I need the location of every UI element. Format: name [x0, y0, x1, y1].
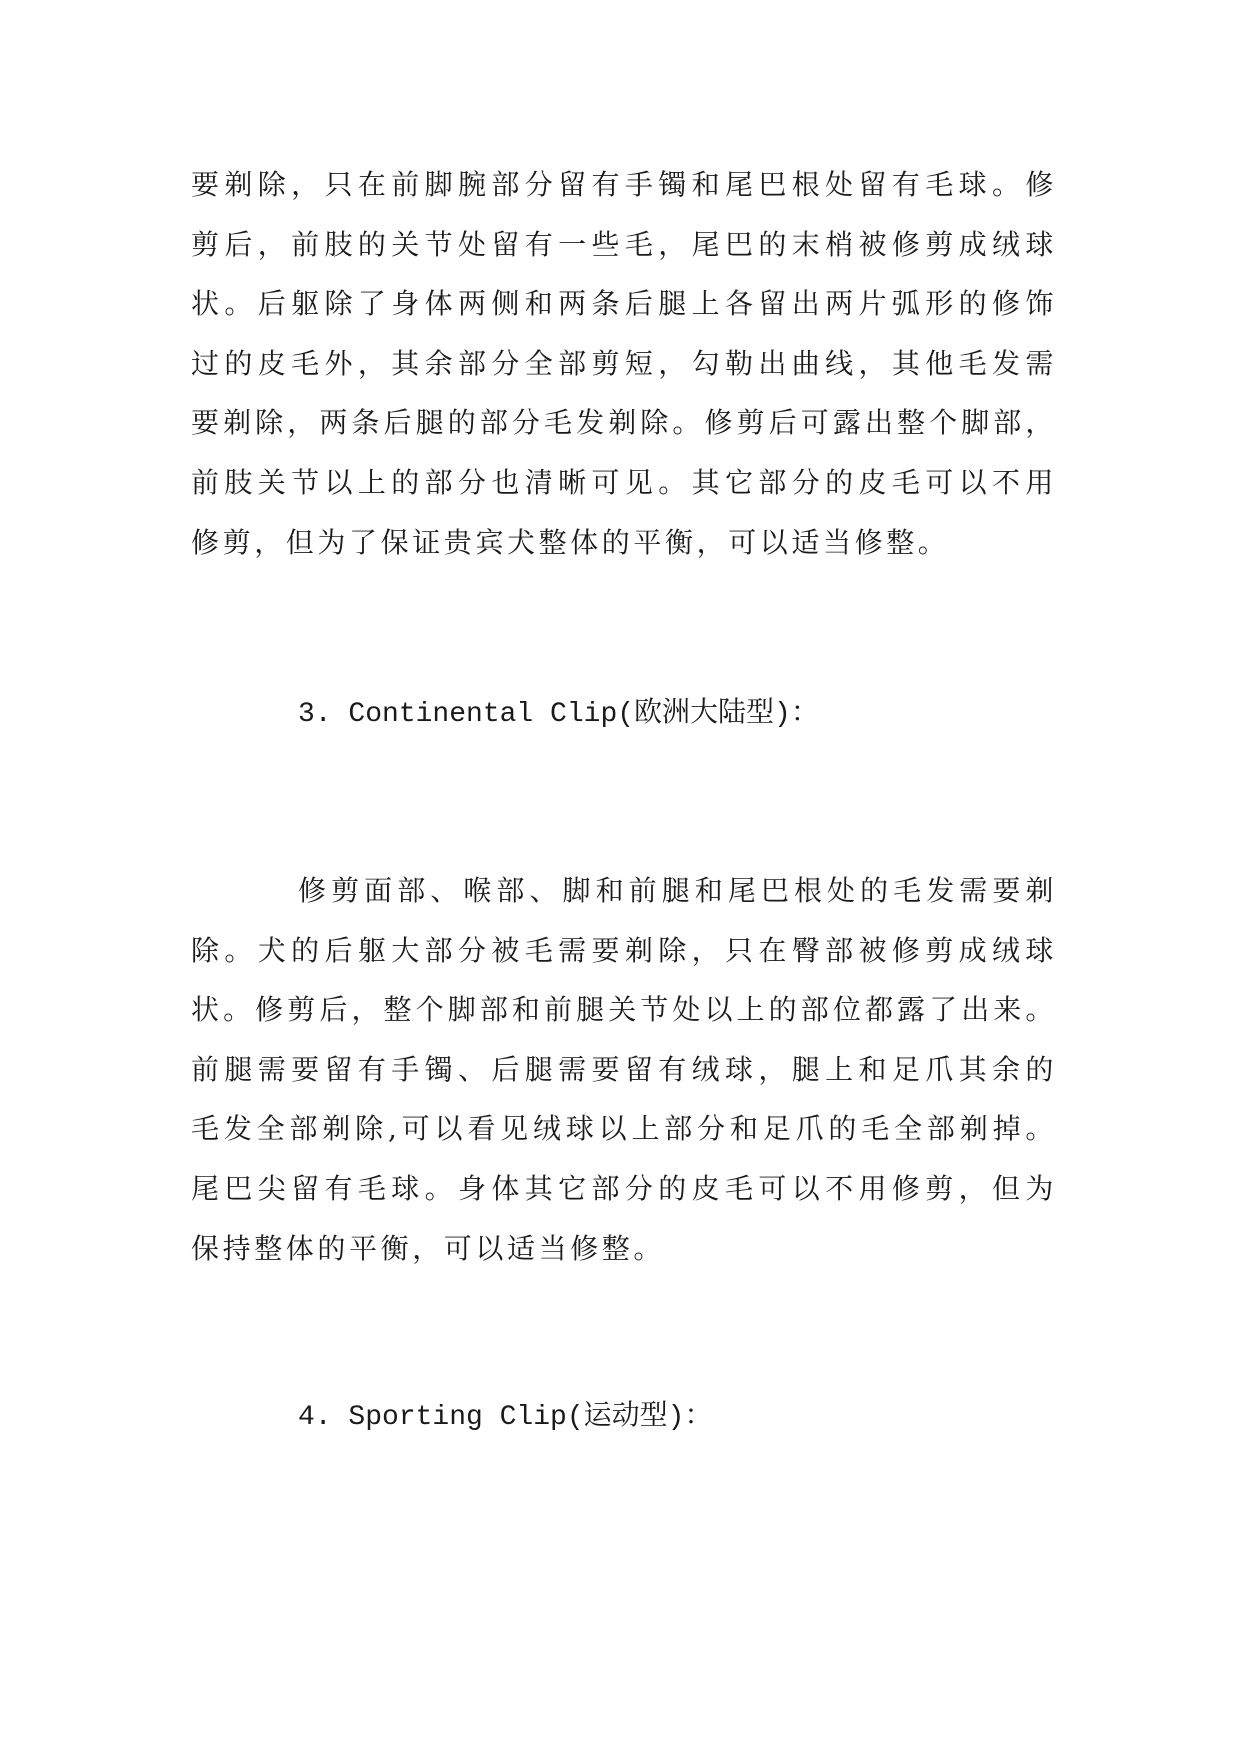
paragraph-line: 修剪面部、喉部、脚和前腿和尾巴根处的毛发需要剃: [298, 874, 1057, 907]
section-heading-sporting-clip: 4. Sporting Clip(运动型)：: [298, 1402, 713, 1433]
paragraph-line: 过的皮毛外，其余部分全部剪短，勾勒出曲线，其他毛发需: [191, 346, 1057, 380]
paragraph-clip-description: [191, 155, 1057, 572]
paragraph-line: 前腿需要留有手镯、后腿需要留有绒球，腿上和足爪其余的: [191, 1052, 1057, 1086]
paragraph-line: 状。后躯除了身体两侧和两条后腿上各留出两片弧形的修饰: [191, 287, 1057, 321]
section-heading-continental-clip: 3. Continental Clip(欧洲大陆型)：: [298, 699, 819, 730]
paragraph-line: 要剃除，只在前脚腕部分留有手镯和尾巴根处留有毛球。修: [191, 168, 1057, 201]
paragraph-line: 要剃除，两条后腿的部分毛发剃除。修剪后可露出整个脚部，: [191, 406, 1057, 440]
paragraph-line: 保持整体的平衡，可以适当修整。: [191, 1231, 666, 1265]
paragraph-line: 前肢关节以上的部分也清晰可见。其它部分的皮毛可以不用: [191, 465, 1057, 499]
paragraph-line: 状。修剪后，整个脚部和前腿关节处以上的部位都露了出来。: [191, 993, 1057, 1027]
paragraph-line: 剪后，前肢的关节处留有一些毛，尾巴的末梢被修剪成绒球: [191, 227, 1057, 261]
paragraph-line: 尾巴尖留有毛球。身体其它部分的皮毛可以不用修剪，但为: [191, 1171, 1057, 1205]
paragraph-line: 毛发全部剃除,可以看见绒球以上部分和足爪的毛全部剃掉。: [191, 1112, 1057, 1146]
paragraph-line: 修剪，但为了保证贵宾犬整体的平衡，可以适当修整。: [191, 525, 950, 559]
paragraph-line: 除。犬的后躯大部分被毛需要剃除，只在臀部被修剪成绒球: [191, 933, 1057, 967]
paragraph-continental-clip: [191, 861, 1057, 1278]
